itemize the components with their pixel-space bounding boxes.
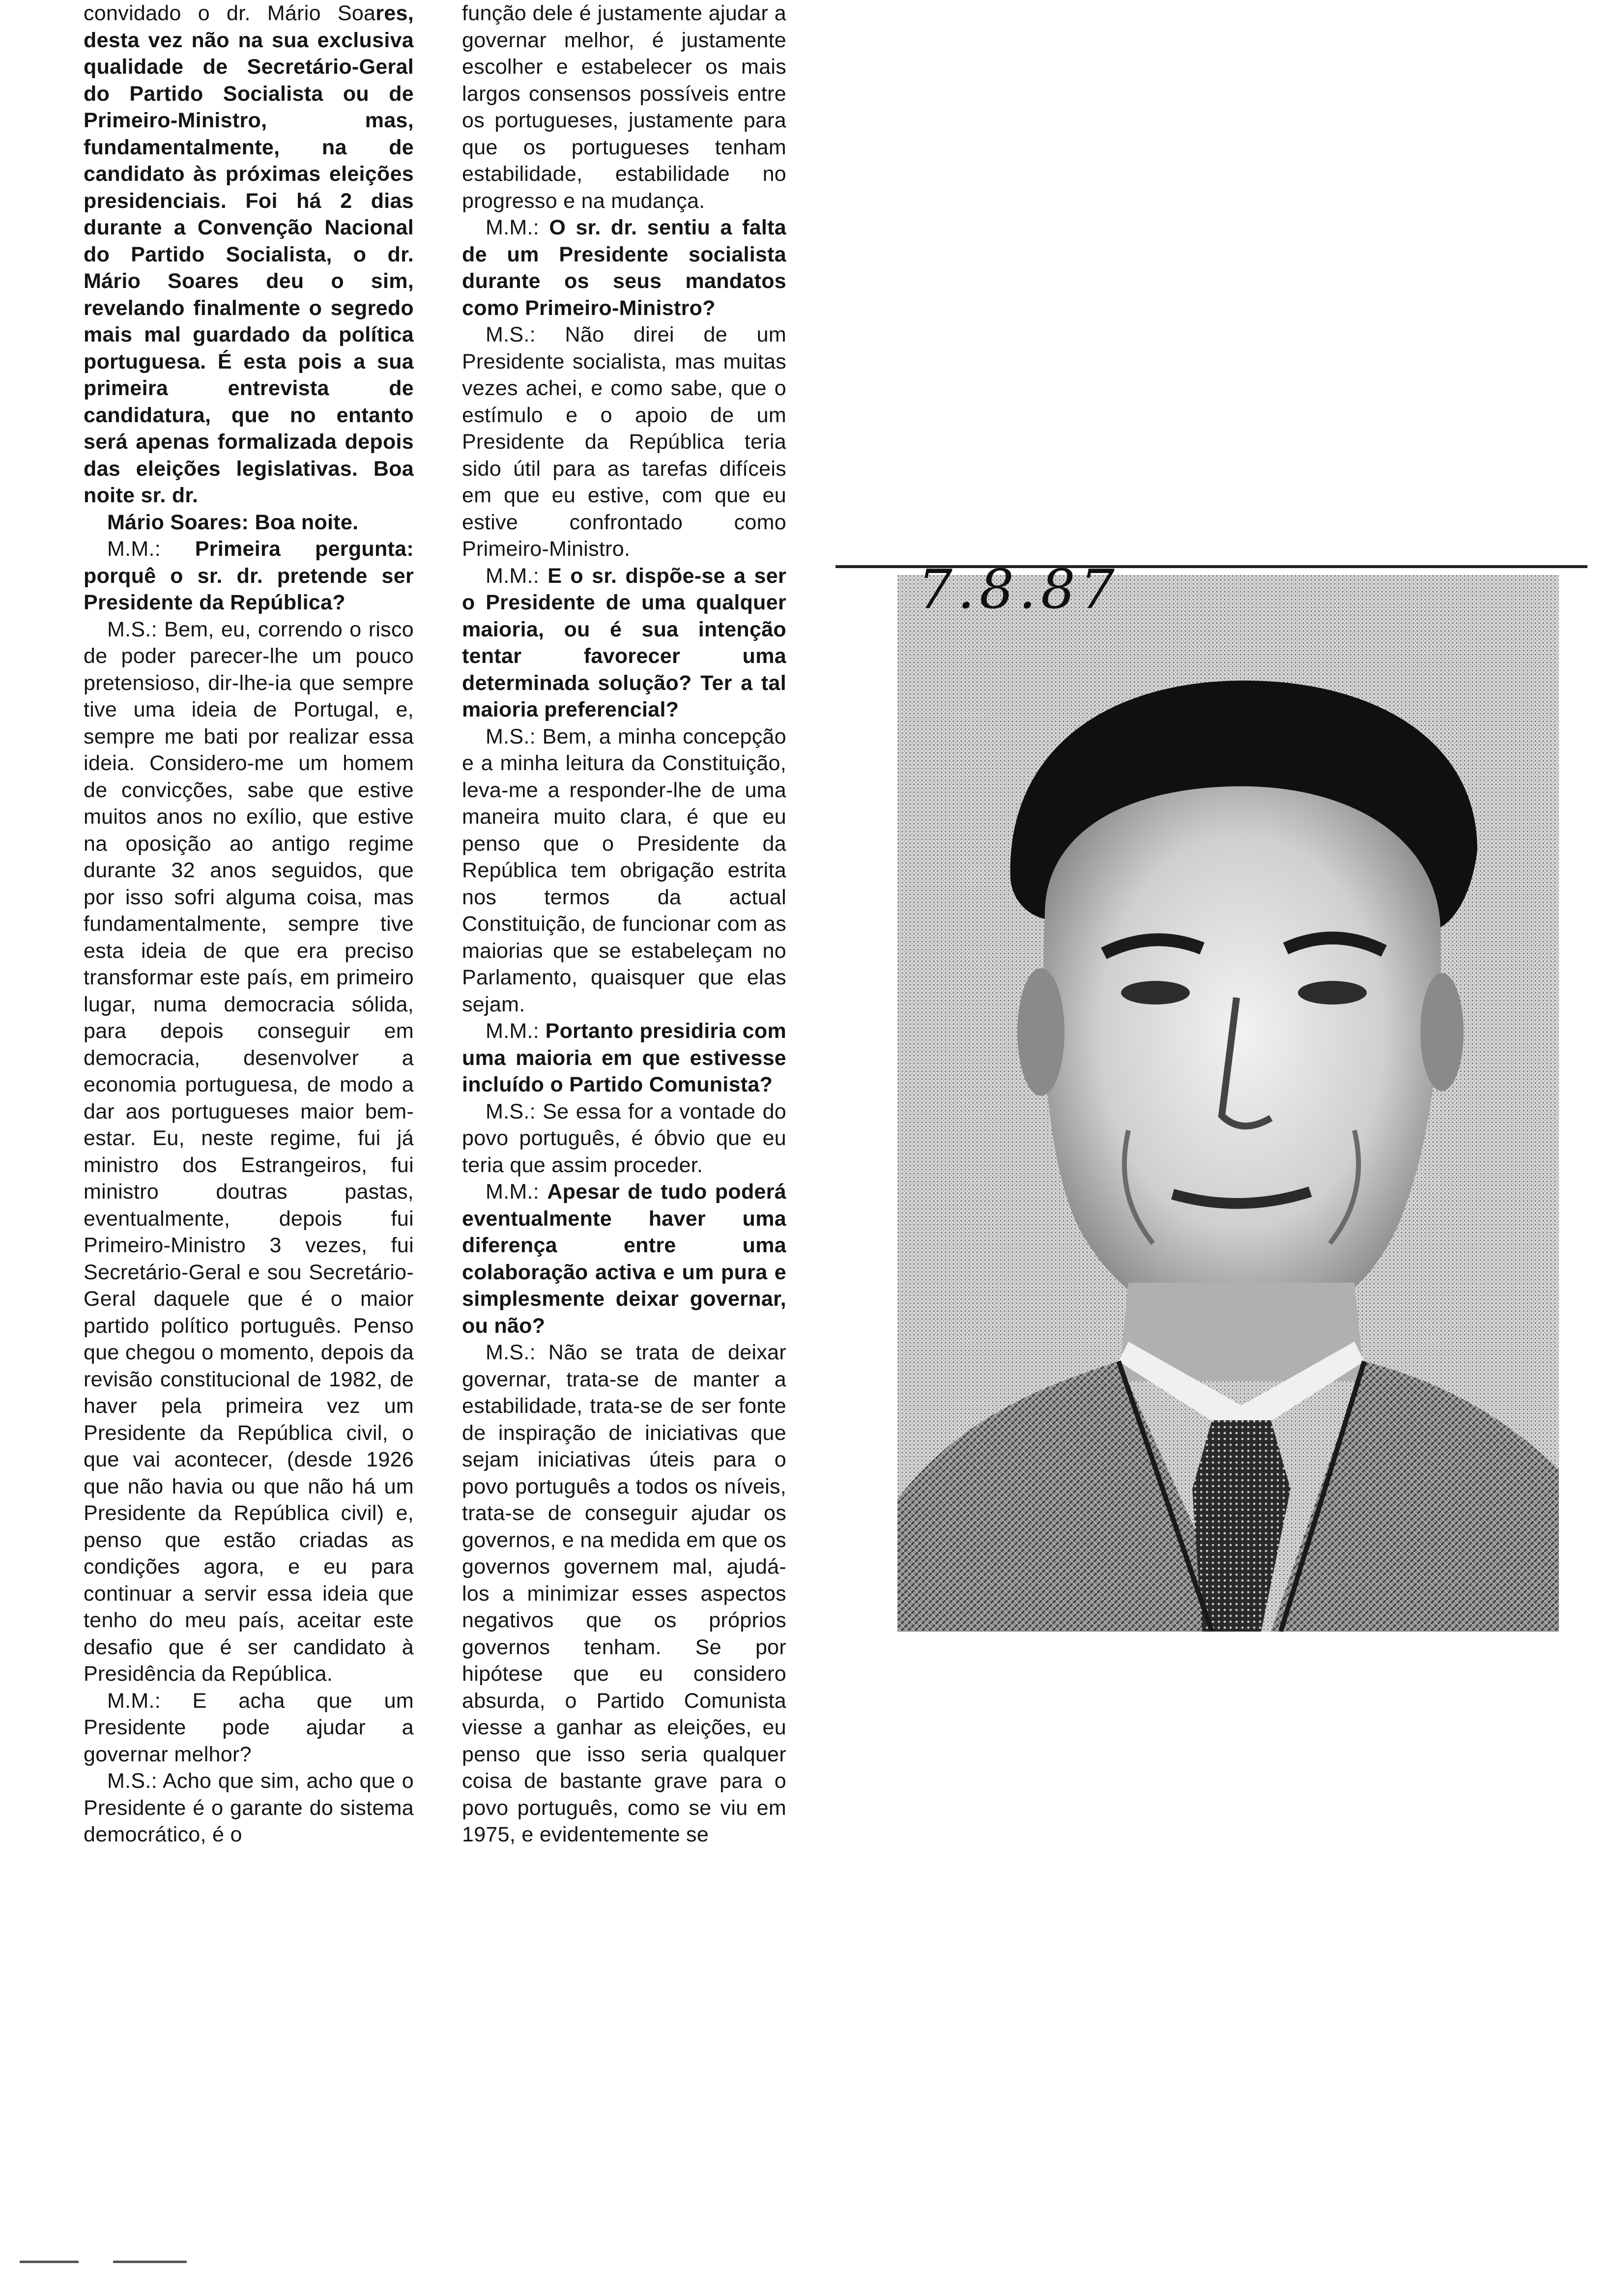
- middle-column-paragraph: [462, 1178, 786, 1339]
- body-text: M.M.:: [486, 216, 549, 239]
- question-text: Apesar de tudo poderá eventualmente haver uma diferença entre uma colaboração activa e um pura e simplesmente deixar governar, ou não?: [462, 1180, 786, 1338]
- body-text: M.M.:: [486, 1180, 547, 1204]
- middle-column-paragraph: [462, 321, 786, 563]
- article-column-middle: [462, 0, 786, 1848]
- middle-column-paragraph: [462, 0, 786, 214]
- body-text: M.M.:: [486, 564, 548, 588]
- body-text: M.M.:: [486, 1019, 546, 1043]
- middle-column-paragraph: [462, 1018, 786, 1098]
- middle-column-paragraph: [462, 563, 786, 723]
- left-column-paragraph: [84, 0, 414, 509]
- body-text: convidado o dr. Mário Soa: [84, 1, 376, 25]
- body-text: M.S.: Acho que sim, acho que o Presidente é o garante do sistema democrático, é o: [84, 1769, 414, 1846]
- body-text: M.S.: Bem, eu, correndo o risco de poder parecer-lhe um pouco pretensioso, dir-lhe-ia que sempre tive uma ideia de Portugal, e, sempre me bati por realizar essa ideia. Considero-me um homem de convicções, sabe que estive muitos anos no exílio, que estive na oposição ao antigo regime durante 32 anos seguidos, que por isso sofri alguma coisa, mas fundamentalmente, sempre tive esta ideia de que era preciso transformar este país, em primeiro lugar, numa democracia sólida, para depois conseguir em democracia, desenvolver a economia portuguesa, de modo a dar aos portugueses maior bem-estar. Eu, neste regime, fui já ministro dos Estrangeiros, fui ministro doutras pastas, eventualmente, depois fui Primeiro-Ministro 3 vezes, fui Secretário-Geral e sou Secretário-Geral daquele que é o maior partido político português. Penso que chegou o momento, depois da revisão constitucional de 1982, de haver pela primeira vez um Presidente da República civil, o que vai acontecer, (desde 1926 que não havia ou que não há um Presidente da República civil) e, penso que estão criadas as condições agora, e eu para continuar a servir essa ideia que tenho do meu país, aceitar este desafio que é ser candidato à Presidência da República.: [84, 617, 414, 1686]
- article-column-left: [84, 0, 414, 1848]
- portrait-photo: [897, 575, 1559, 1632]
- handwritten-date: 7.8.87: [918, 558, 1120, 621]
- middle-column-paragraph: [462, 1339, 786, 1848]
- body-text: M.M.:: [107, 537, 195, 561]
- body-text: função dele é justamente ajudar a governar melhor, é justamente escolher e estabelecer os mais largos consensos possíveis entre os portugueses, justamente para que os portugueses tenham estabilidade, estabilidade no progresso e na mudança.: [462, 1, 786, 213]
- question-text: Mário Soares: Boa noite.: [107, 510, 359, 534]
- middle-column-paragraph: [462, 214, 786, 321]
- question-text: O sr. dr. sentiu a falta de um Presidente socialista durante os seus mandatos como Primeiro-Ministro?: [462, 216, 786, 320]
- question-text: Primeira pergunta: porquê o sr. dr. pretende ser Presidente da República?: [84, 537, 414, 614]
- body-text: M.S.: Bem, a minha concepção e a minha leitura da Constituição, leva-me a responder-lhe de uma maneira muito clara, é que eu penso que o Presidente da República tem obrigação estrita nos termos da actual Constituição, de funcionar com as maiorias que se estabeleçam no Parlamento, quaisquer que elas sejam.: [462, 724, 786, 1016]
- left-column-paragraph: [84, 536, 414, 616]
- body-text: M.S.: Não se trata de deixar governar, trata-se de manter a estabilidade, trata-se de ser fonte de inspiração de iniciativas que sejam iniciativas úteis para o povo português a todos os níveis, trata-se de conseguir ajudar os governos, e na medida em que os governos governem mal, ajudá-los a minimizar esses aspectos negativos que os próprios governos tenham. Se por hipótese que eu considero absurda, o Partido Comunista viesse a ganhar as eleições, eu penso que isso seria qualquer coisa de bastante grave para o povo português, como se viu em 1975, e evidentemente se: [462, 1341, 786, 1846]
- left-column-paragraph: [84, 1688, 414, 1768]
- middle-column-paragraph: [462, 723, 786, 1018]
- middle-column-paragraph: [462, 1098, 786, 1179]
- left-column-paragraph: [84, 509, 414, 536]
- body-text: M.M.: E acha que um Presidente pode ajudar a governar melhor?: [84, 1689, 414, 1766]
- footer-rule: [113, 2261, 187, 2263]
- footer-rule: [20, 2261, 79, 2263]
- left-column-paragraph: [84, 1768, 414, 1848]
- question-text: res, desta vez não na sua exclusiva qualidade de Secretário-Geral do Partido Socialista ou de Primeiro-Ministro, mas, fundamentalmente, na de candidato às próximas eleições presidenciais. Foi há 2 dias durante a Convenção Nacional do Partido Socialista, o dr. Mário Soares deu o sim, revelando finalmente o segredo mais mal guardado da política portuguesa. É esta pois a sua primeira entrevista de candidatura, que no entanto será apenas formalizada depois das eleições legislativas. Boa noite sr. dr.: [84, 1, 414, 507]
- left-column-paragraph: [84, 616, 414, 1688]
- question-text: Portanto presidiria com uma maioria em que estivesse incluído o Partido Comunista?: [462, 1019, 787, 1096]
- question-text: E o sr. dispõe-se a ser o Presidente de uma qualquer maioria, ou é sua intenção tentar favorecer uma determinada solução? Ter a tal maioria preferencial?: [462, 564, 786, 721]
- body-text: M.S.: Não direi de um Presidente socialista, mas muitas vezes achei, e como sabe, que o estímulo e o apoio de um Presidente da República teria sido útil para as tarefas difíceis em que eu estive, com que eu estive confrontado como Primeiro-Ministro.: [462, 323, 786, 561]
- body-text: M.S.: Se essa for a vontade do povo português, é óbvio que eu teria que assim proceder.: [462, 1099, 786, 1177]
